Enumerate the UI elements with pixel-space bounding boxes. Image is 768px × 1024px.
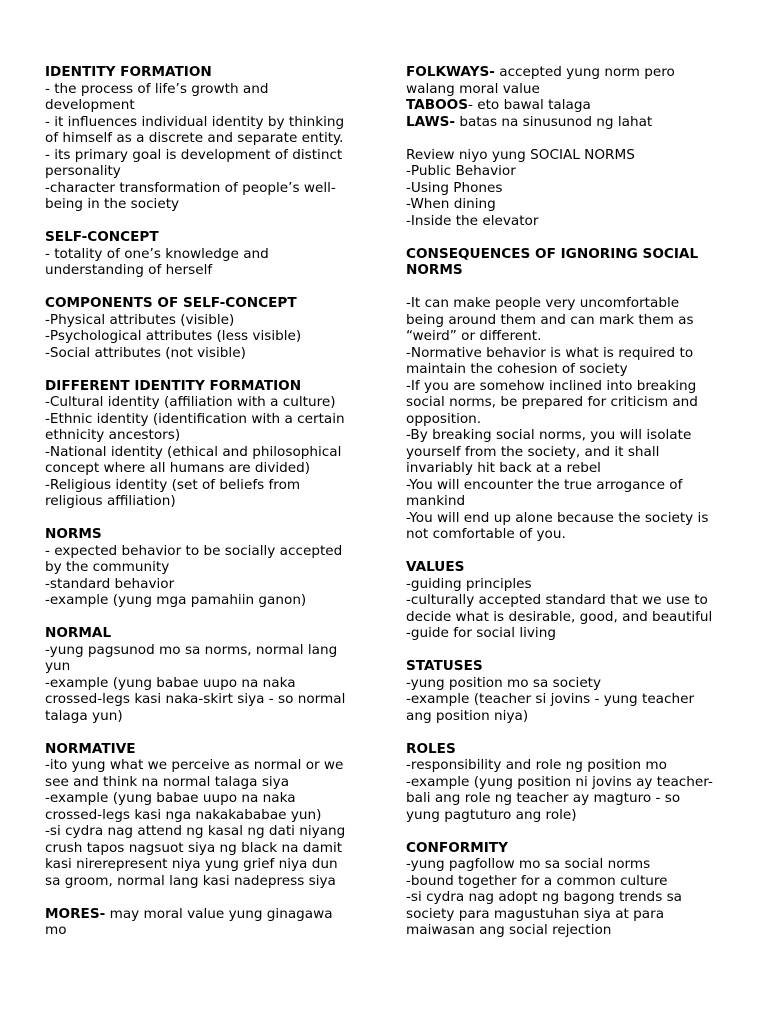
section-conformity bbox=[406, 840, 728, 939]
taboos-definition bbox=[406, 97, 728, 114]
heading-values: VALUES bbox=[406, 559, 465, 575]
text-line: -Psychological attributes (less visible) bbox=[45, 328, 302, 344]
text-line: ethnicity ancestors) bbox=[45, 427, 181, 443]
text-line: opposition. bbox=[406, 410, 482, 427]
heading-conformity: CONFORMITY bbox=[406, 839, 508, 856]
text-line: maintain the cohesion of society bbox=[406, 361, 628, 377]
text-line: see and think na normal talaga siya bbox=[45, 773, 290, 790]
text-line: -It can make people very uncomfortable bbox=[406, 295, 680, 311]
text-line: -example (yung position ni jovins ay teacher- bbox=[406, 773, 713, 790]
section-consequences bbox=[406, 295, 728, 543]
folkways-definition-cont: walang moral value bbox=[406, 80, 540, 97]
text-line: crush tapos nagsuot siya ng black na damit bbox=[45, 839, 343, 856]
text-line: -By breaking social norms, you will isolate bbox=[406, 427, 692, 443]
text-line: of himself as a discrete and separate entity. bbox=[45, 130, 344, 146]
text-line: -example (yung babae uupo na naka bbox=[45, 790, 296, 806]
folkways-definition bbox=[406, 64, 728, 81]
mores-text: may moral value yung ginagawa bbox=[105, 905, 333, 922]
text-line: -Using Phones bbox=[406, 179, 503, 196]
taboos-text: - eto bawal talaga bbox=[468, 97, 591, 113]
text-line: -Physical attributes (visible) bbox=[45, 311, 235, 328]
text-line: -bound together for a common culture bbox=[406, 872, 668, 889]
text-line: by the community bbox=[45, 559, 170, 575]
text-line: -Normative behavior is what is required to bbox=[406, 344, 694, 361]
heading-normative: NORMATIVE bbox=[45, 740, 136, 757]
text-line: -yung position mo sa society bbox=[406, 674, 602, 691]
text-line: ang position niya) bbox=[406, 707, 529, 724]
text-line: -National identity (ethical and philosophical bbox=[45, 443, 342, 460]
section-consequences-heading bbox=[406, 246, 728, 279]
text-line: - the process of life’s growth and bbox=[45, 80, 269, 97]
heading-consequences: CONSEQUENCES OF IGNORING SOCIAL bbox=[406, 245, 699, 262]
text-line: -example (yung mga pamahiin ganon) bbox=[45, 592, 307, 608]
text-line: -ito yung what we perceive as normal or we bbox=[45, 757, 344, 773]
section-different-identity-formation bbox=[45, 378, 363, 510]
section-values bbox=[406, 559, 728, 642]
text-line: -Ethnic identity (identification with a certain bbox=[45, 410, 345, 427]
text-line: decide what is desirable, good, and beautiful bbox=[406, 608, 713, 625]
folkways-text: accepted yung norm pero bbox=[494, 64, 675, 80]
section-statuses bbox=[406, 658, 728, 724]
text-line: -yung pagfollow mo sa social norms bbox=[406, 856, 651, 872]
section-normal bbox=[45, 625, 363, 724]
right-column bbox=[406, 64, 728, 955]
heading-components-self-concept: COMPONENTS OF SELF-CONCEPT bbox=[45, 295, 297, 311]
text-line: -If you are somehow inclined into breaking bbox=[406, 377, 697, 394]
text-line: -example (teacher si jovins - yung teacher bbox=[406, 691, 695, 707]
text-line: being in the society bbox=[45, 196, 180, 212]
term-mores: MORES- bbox=[45, 905, 106, 922]
text-line: concept where all humans are divided) bbox=[45, 460, 311, 476]
text-line: -Public Behavior bbox=[406, 163, 516, 179]
text-line: -character transformation of people’s well- bbox=[45, 179, 336, 196]
text-line: understanding of herself bbox=[45, 262, 213, 278]
heading-consequences-cont: NORMS bbox=[406, 262, 463, 278]
section-roles bbox=[406, 741, 728, 824]
text-line: -When dining bbox=[406, 196, 496, 212]
text-line: -yung pagsunod mo sa norms, normal lang bbox=[45, 641, 338, 658]
heading-roles: ROLES bbox=[406, 740, 456, 757]
text-line: -si cydra nag attend ng kasal ng dati niyang bbox=[45, 823, 346, 839]
text-line: - totality of one’s knowledge and bbox=[45, 245, 269, 262]
laws-text: batas na sinusunod ng lahat bbox=[455, 113, 653, 130]
text-line: personality bbox=[45, 163, 121, 179]
text-line: mankind bbox=[406, 493, 466, 509]
section-components-self-concept bbox=[45, 295, 363, 361]
text-line: -Religious identity (set of beliefs from bbox=[45, 476, 301, 493]
section-mores bbox=[45, 906, 363, 939]
heading-norms: NORMS bbox=[45, 526, 102, 542]
text-line: not comfortable of you. bbox=[406, 526, 566, 542]
heading-different-identity-formation: DIFFERENT IDENTITY FORMATION bbox=[45, 377, 302, 394]
text-line: -responsibility and role ng position mo bbox=[406, 757, 667, 773]
text-line: social norms, be prepared for criticism and bbox=[406, 394, 698, 410]
heading-identity-formation: IDENTITY FORMATION bbox=[45, 64, 212, 80]
text-line: development bbox=[45, 97, 135, 113]
text-line: -guiding principles bbox=[406, 575, 532, 592]
text-line: “weird” or different. bbox=[406, 328, 542, 344]
section-self-concept bbox=[45, 229, 363, 279]
term-taboos: TABOOS bbox=[406, 97, 469, 113]
text-line: crossed-legs kasi naka-skirt siya - so normal bbox=[45, 691, 346, 707]
text-line: talaga yun) bbox=[45, 707, 123, 724]
term-folkways: FOLKWAYS- bbox=[406, 64, 495, 80]
section-normative bbox=[45, 741, 363, 890]
heading-normal: NORMAL bbox=[45, 625, 112, 641]
text-line: -example (yung babae uupo na naka bbox=[45, 674, 296, 691]
text-line: being around them and can mark them as bbox=[406, 311, 694, 328]
left-column bbox=[45, 64, 363, 955]
text-line: - it influences individual identity by thinking bbox=[45, 113, 345, 130]
text-line: - its primary goal is development of distinct bbox=[45, 146, 343, 163]
text-line: yourself from the society, and it shall bbox=[406, 443, 660, 460]
text-line: maiwasan ang social rejection bbox=[406, 922, 612, 938]
text-line: -si cydra nag adopt ng bagong trends sa bbox=[406, 889, 683, 905]
text-line: -Cultural identity (affiliation with a culture) bbox=[45, 394, 336, 410]
text-line: mo bbox=[45, 922, 67, 938]
text-line: society para magustuhan siya at para bbox=[406, 905, 665, 922]
text-line: -culturally accepted standard that we use to bbox=[406, 592, 708, 608]
text-line: yung pagtuturo ang role) bbox=[406, 806, 577, 823]
text-line: -You will end up alone because the society is bbox=[406, 509, 709, 526]
text-line: -Inside the elevator bbox=[406, 212, 539, 229]
text-line: crossed-legs kasi nga nakakababae yun) bbox=[45, 806, 322, 823]
text-line: - expected behavior to be socially accepted bbox=[45, 542, 343, 559]
section-definitions bbox=[406, 64, 728, 130]
text-line: sa groom, normal lang kasi nadepress siya bbox=[45, 872, 336, 889]
text-line: bali ang role ng teacher ay magturo - so bbox=[406, 790, 681, 806]
mores-definition bbox=[45, 906, 363, 923]
text-line: yun bbox=[45, 658, 71, 674]
laws-definition bbox=[406, 114, 728, 131]
text-line: kasi nirerepresent niya yung grief niya dun bbox=[45, 856, 338, 872]
text-line: -guide for social living bbox=[406, 625, 556, 641]
section-identity-formation bbox=[45, 64, 363, 213]
section-norms bbox=[45, 526, 363, 609]
term-laws: LAWS- bbox=[406, 113, 455, 130]
review-title: Review niyo yung SOCIAL NORMS bbox=[406, 146, 635, 163]
heading-self-concept: SELF-CONCEPT bbox=[45, 229, 159, 245]
section-review-social-norms bbox=[406, 147, 728, 230]
text-line: -You will encounter the true arrogance of bbox=[406, 476, 683, 493]
text-line: religious affiliation) bbox=[45, 493, 176, 509]
text-line: invariably hit back at a rebel bbox=[406, 460, 601, 476]
text-line: -standard behavior bbox=[45, 575, 175, 592]
text-line: -Social attributes (not visible) bbox=[45, 344, 246, 361]
heading-statuses: STATUSES bbox=[406, 658, 483, 674]
